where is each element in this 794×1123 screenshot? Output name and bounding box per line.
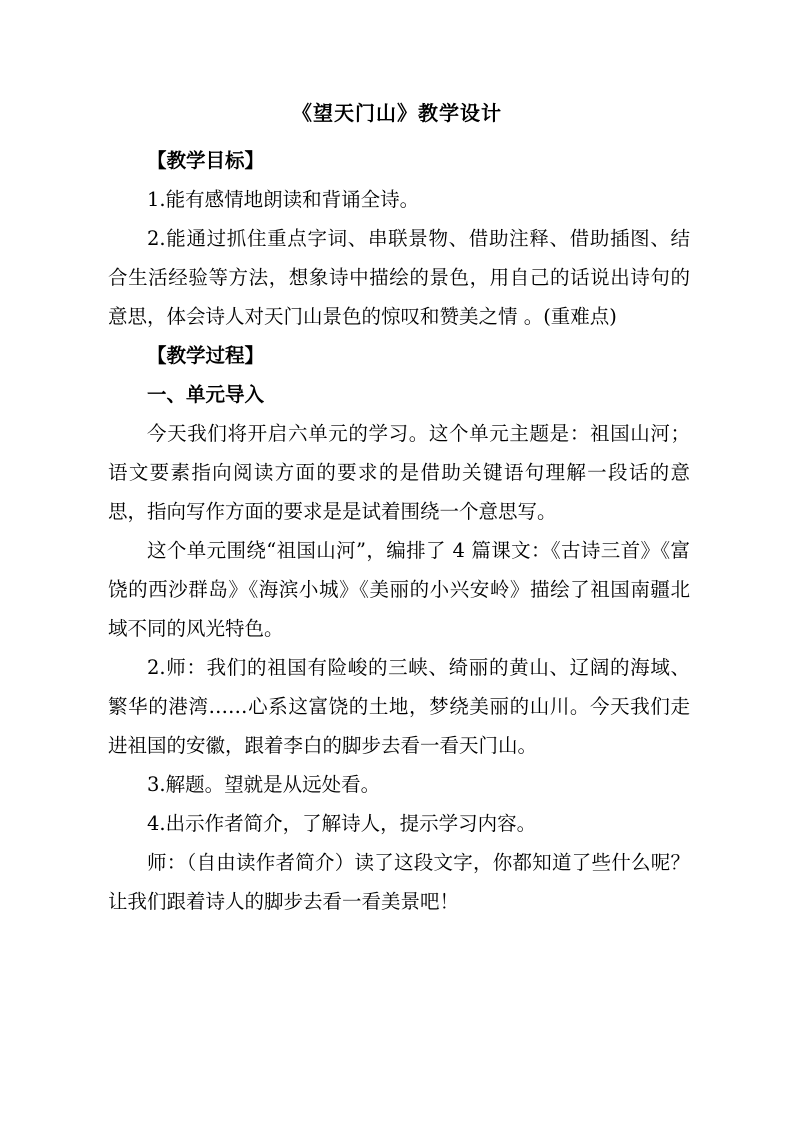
paragraph: 3.解题。望就是从远处看。 — [147, 773, 381, 796]
paragraph: 2.师：我们的祖国有险峻的三峡、绮丽的黄山、辽阔的海域、繁华的港湾……心系这富饶的土地，梦绕美丽的山川。今天我们走进祖国的安徽，跟着李白的脚步去看一看天门山。 — [108, 656, 690, 757]
paragraph: 这个单元围绕“祖国山河”，编排了 4 篇课文：《古诗三首》《富饶的西沙群岛》《海滨小城》《美丽的小兴安岭》描绘了祖国南疆北域不同的风光特色。 — [108, 539, 690, 640]
section-heading-goals: 【教学目标】 — [147, 149, 265, 172]
subsection-heading: 一、单元导入 — [147, 383, 265, 406]
paragraph: 2.能通过抓住重点字词、串联景物、借助注释、借助插图、结合生活经验等方法，想象诗中描绘的景色，用自己的话说出诗句的意思，体会诗人对天门山景色的惊叹和赞美之情 。(重难点) — [108, 227, 690, 328]
section-heading-process: 【教学过程】 — [147, 344, 265, 367]
document-body — [108, 141, 690, 921]
page-title: 《望天门山》教学设计 — [292, 101, 502, 125]
paragraph: 4.出示作者简介，了解诗人，提示学习内容。 — [147, 812, 537, 835]
paragraph: 师：（自由读作者简介）读了这段文字，你都知道了些什么呢？让我们跟着诗人的脚步去看一看美景吧！ — [108, 851, 690, 913]
paragraph: 1.能有感情地朗读和背诵全诗。 — [147, 188, 420, 211]
paragraph: 今天我们将开启六单元的学习。这个单元主题是：祖国山河；语文要素指向阅读方面的要求的是借助关键语句理解一段话的意思，指向写作方面的要求是是试着围绕一个意思写。 — [108, 422, 690, 523]
